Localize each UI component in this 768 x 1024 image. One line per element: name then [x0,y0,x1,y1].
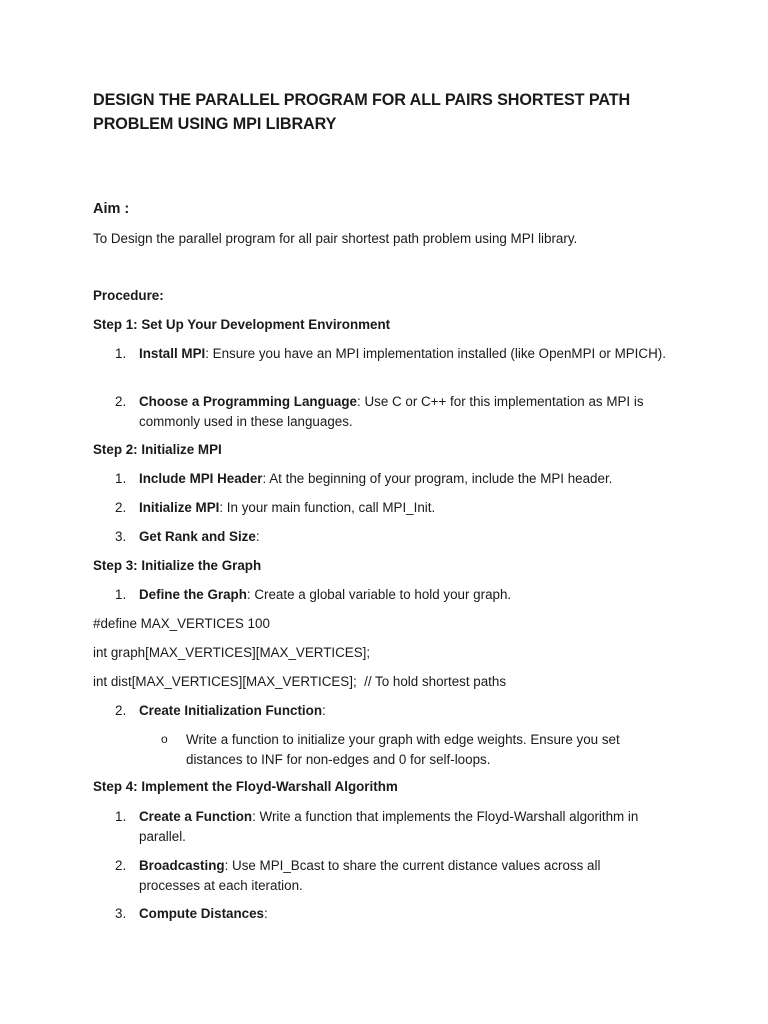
step1-item1-text: : Ensure you have an MPI implementation installed (like OpenMPI or MPICH). [205,346,666,361]
step2-item3-text: : [255,529,260,544]
step3-item1 [139,585,684,605]
step3-item1-term: Define the Graph [139,587,247,602]
step4-item1-number: 1. [115,809,127,824]
step3-item2-term: Create Initialization Function [139,703,323,718]
step1-item2 [139,392,669,431]
step4-item1-term: Create a Function [139,809,253,824]
step3-item2 [139,701,684,721]
step4-item3-number: 3. [115,906,127,921]
step2-item2-number: 2. [115,500,127,515]
step4-item3 [139,904,684,924]
code-line-1: #define MAX_VERTICES 100 [93,616,270,631]
step2-item2 [139,498,684,518]
step2-item1-term: Include MPI Header [139,471,263,486]
step3-item2-number: 2. [115,703,127,718]
step1-item2-number: 2. [115,394,127,409]
step4-heading: Step 4: Implement the Floyd-Warshall Algorithm [93,779,398,794]
step4-item3-text: : [264,906,268,921]
step4-item2-number: 2. [115,858,127,873]
title-line-1: DESIGN THE PARALLEL PROGRAM FOR ALL PAIRS SHORTEST PATH [93,91,631,109]
step2-item3-number: 3. [115,529,127,544]
step1-heading: Step 1: Set Up Your Development Environment [93,317,391,332]
title-line-2: PROBLEM USING MPI LIBRARY [93,115,337,133]
step4-item2 [139,856,629,895]
step3-item2-text: : [322,703,326,718]
step2-item3 [139,527,684,547]
step1-item2-term: Choose a Programming Language [139,394,358,409]
step4-item3-term: Compute Distances [139,906,265,921]
step4-item1-text: : Write a function that implements the Floyd-Warshall algorithm in parallel. [139,809,639,844]
step1-item1-term: Install MPI [139,346,206,361]
step4-item1 [139,807,679,846]
aim-text: To Design the parallel program for all pair shortest path problem using MPI library. [93,231,578,246]
page-title [93,88,653,136]
step2-item2-text: : In your main function, call MPI_Init. [219,500,436,515]
step3-item1-text: : Create a global variable to hold your graph. [246,587,512,602]
step3-item1-number: 1. [115,587,127,602]
step3-heading: Step 3: Initialize the Graph [93,558,262,573]
step1-item2-text: : Use C or C++ for this implementation as MPI is commonly used in these languages. [139,394,644,429]
procedure-heading: Procedure: [93,288,164,303]
step2-item1-text: : At the beginning of your program, include the MPI header. [262,471,613,486]
code-line-3: int dist[MAX_VERTICES][MAX_VERTICES]; // To hold shortest paths [93,674,507,689]
step1-item1 [139,344,684,364]
step1-item1-number: 1. [115,346,127,361]
step2-item3-term: Get Rank and Size [139,529,256,544]
step2-heading: Step 2: Initialize MPI [93,442,222,457]
step3-subbullet-text: Write a function to initialize your graph with edge weights. Ensure you set distances to INF for non-edges and 0 for self-loops. [186,732,620,767]
sub-bullet-icon: o [161,732,168,746]
aim-heading: Aim : [93,201,130,217]
step2-item2-term: Initialize MPI [139,500,220,515]
code-line-2: int graph[MAX_VERTICES][MAX_VERTICES]; [93,645,371,660]
step4-item2-term: Broadcasting [139,858,225,873]
step2-item1-number: 1. [115,471,127,486]
step2-item1 [139,469,684,489]
step4-item2-text: : Use MPI_Bcast to share the current distance values across all processes at each iteration. [139,858,601,893]
